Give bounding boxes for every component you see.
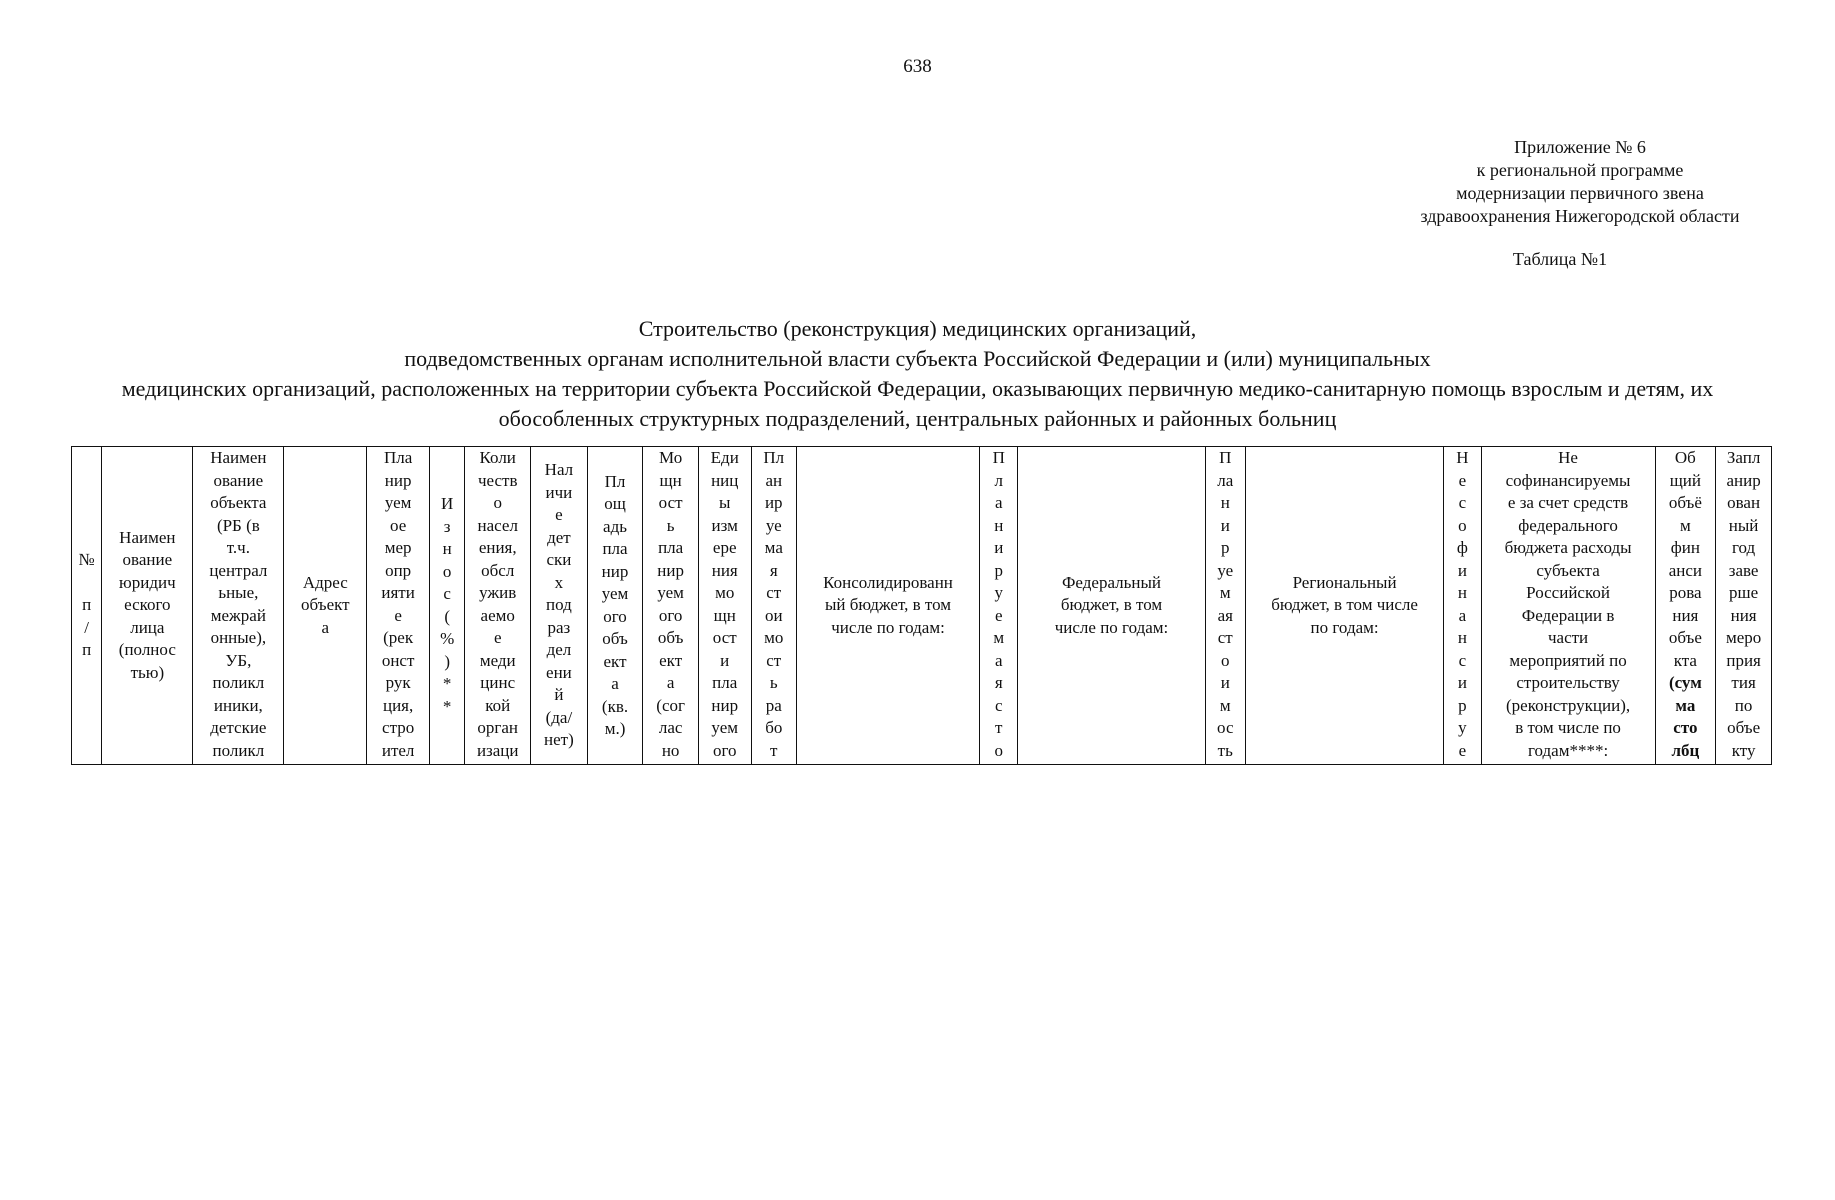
table-header-row — [72, 447, 1772, 765]
title-line: медицинских организаций, расположенных на территории субъекта Российской Федерации, оказывающих первичную медико-санитарную помощь взрослым и детям, их — [121, 376, 1714, 401]
col-total-financing — [1655, 447, 1716, 765]
col-non-cofinanced-expenses — [1481, 447, 1655, 765]
header-label: Пл ощ адь пла нир уем ого объ ект а (кв. м.) — [601, 471, 629, 738]
table-number: Таблица №1 — [1512, 249, 1608, 269]
col-completion-year — [1716, 447, 1772, 765]
title-line: обособленных структурных подразделений, центральных районных и районных больниц — [498, 406, 1337, 431]
header-label: Пла нир уем ое мер опр ияти е (рек онст рук ция, стро ител — [381, 448, 415, 760]
col-object-name — [193, 447, 284, 765]
header-label: Н е с о ф и н а н с и р у е — [1456, 448, 1469, 760]
col-population — [465, 447, 531, 765]
header-label: Еди ниц ы изм ере ния мо щн ост и пла нир уем ого — [710, 448, 739, 760]
header-label: П л а н и р у е м а я с т о — [992, 448, 1005, 760]
construction-table — [71, 446, 1772, 765]
header-label: Федеральный бюджет, в том числе по годам: — [1054, 572, 1169, 637]
header-label: Адрес объект а — [301, 572, 350, 637]
header-label: Не софинансируемы е за счет средств федерального бюджета расходы субъекта Российской Федерации в части мероприятий по строительству (реконструкции), в том числе по годам****: — [1504, 448, 1632, 760]
header-label: Нал ичи е дет ски х под раз дел ени й (да/ нет) — [544, 460, 574, 750]
col-federal-budget — [1018, 447, 1205, 765]
title-line: подведомственных органам исполнительной власти субъекта Российской Федерации и (или) муниципальных — [404, 346, 1431, 371]
col-regional-budget — [1245, 447, 1443, 765]
col-planned-cost-3 — [1205, 447, 1245, 765]
header-label: Наимен ование юридич еского лица (полнос тью) — [118, 527, 176, 682]
col-capacity-units — [698, 447, 751, 765]
header-label-bold: (сум ма сто лбц — [1668, 673, 1702, 760]
page-number: 638 — [903, 56, 932, 77]
appendix-note — [1350, 136, 1810, 228]
title-line: Строительство (реконструкция) медицинских организаций, — [638, 316, 1197, 341]
col-capacity — [643, 447, 699, 765]
col-area — [587, 447, 643, 765]
header-label: Региональный бюджет, в том числе по годам: — [1271, 572, 1418, 637]
header-label: Коли честв о насел ения, обсл ужив аемо е меди цинс кой орган изаци — [476, 448, 519, 760]
col-planned-cost — [751, 447, 797, 765]
header-label-regular: Об щий объё м фин анси рова ния объе кта — [1668, 448, 1703, 670]
col-children-units — [531, 447, 588, 765]
appendix-line: к региональной программе — [1476, 160, 1684, 180]
col-wear — [429, 447, 464, 765]
col-planned-activity — [367, 447, 430, 765]
header-label: Запл анир ован ный год заве рше ния меро прия тия по объе кту — [1725, 448, 1762, 760]
appendix-line: модернизации первичного звена — [1456, 183, 1704, 203]
document-title — [60, 314, 1775, 434]
header-label: № п / п — [78, 550, 95, 660]
col-planned-cost-2 — [980, 447, 1018, 765]
col-consolidated-budget — [797, 447, 980, 765]
header-label: Консолидированн ый бюджет, в том числе по годам: — [823, 572, 953, 637]
appendix-line: Приложение № 6 — [1514, 137, 1646, 157]
header-label: П ла н и р уе м ая ст о и м ос ть — [1217, 448, 1234, 760]
appendix-line: здравоохранения Нижегородской области — [1420, 206, 1740, 226]
col-address — [284, 447, 367, 765]
header-label: И з н о с ( % ) * * — [440, 494, 455, 716]
col-non-cofinanced — [1444, 447, 1481, 765]
col-number — [72, 447, 102, 765]
header-label: Наимен ование объекта (РБ (в т.ч. централ ьные, межрай онные), УБ, поликл иники, детские поликл — [209, 448, 268, 760]
header-label — [1656, 447, 1716, 762]
header-label: Мо щн ост ь пла нир уем ого объ ект а (сог лас но — [656, 448, 685, 760]
header-label: Пл ан ир уе ма я ст ои мо ст ь ра бо т — [763, 448, 785, 760]
col-legal-entity — [102, 447, 193, 765]
